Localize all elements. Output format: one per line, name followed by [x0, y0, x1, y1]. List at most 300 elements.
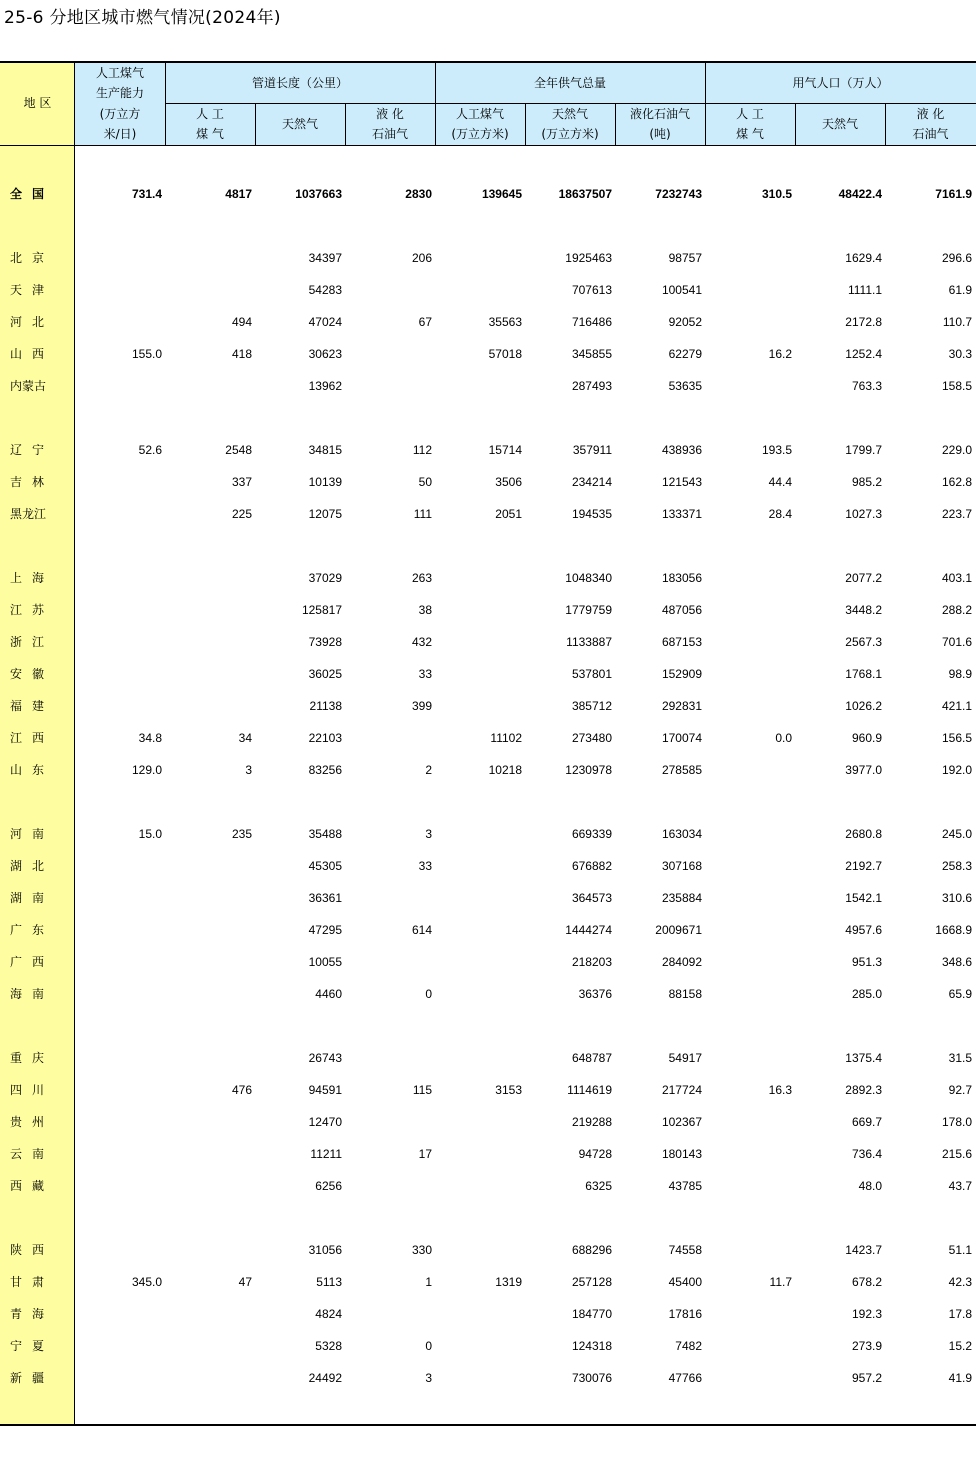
region-name: 吉林: [10, 475, 55, 489]
table-cell: 494: [231, 315, 252, 329]
table-cell: 41.9: [948, 1371, 972, 1385]
table-cell: 192.0: [941, 763, 972, 777]
table-cell: 110.7: [942, 315, 972, 329]
table-cell: 3506: [495, 475, 522, 489]
table-cell: 12075: [308, 507, 342, 521]
table-cell: 16.3: [768, 1083, 792, 1097]
header-supply-natural-line1: 天然气: [551, 107, 588, 121]
table-cell: 13962: [308, 379, 342, 393]
table-row: [0, 439, 976, 461]
table-cell: 24492: [308, 1371, 342, 1385]
table-row: [0, 1143, 976, 1165]
table-cell: 98757: [668, 251, 702, 265]
table-row: [0, 919, 976, 941]
table-cell: 192.3: [851, 1307, 882, 1321]
header-supply-natural-line2: (万立方米): [541, 127, 599, 141]
table-cell: 163034: [661, 827, 702, 841]
table-cell: 217724: [661, 1083, 702, 1097]
table-cell: 42.3: [948, 1275, 972, 1289]
table-cell: 1027.3: [845, 507, 882, 521]
table-cell: 403.1: [941, 571, 972, 585]
table-cell: 11.7: [769, 1275, 792, 1289]
table-cell: 35563: [488, 315, 522, 329]
header-capacity-line3: (万立方: [99, 107, 141, 121]
table-cell: 3153: [495, 1083, 522, 1097]
header-pipe-lpg-line2: 石油气: [371, 127, 408, 141]
table-cell: 4957.6: [845, 923, 882, 937]
page-title: 25-6 分地区城市燃气情况(2024年): [4, 8, 281, 28]
region-name: 安徽: [10, 667, 55, 681]
table-row: [0, 1079, 976, 1101]
table-cell: 1925463: [565, 251, 612, 265]
table-cell: 17: [418, 1147, 432, 1161]
table-cell: 0.0: [775, 731, 792, 745]
table-cell: 7232743: [655, 187, 702, 201]
table-cell: 1423.7: [845, 1243, 882, 1257]
region-name: 西藏: [10, 1179, 55, 1193]
table-cell: 112: [412, 443, 432, 457]
table-cell: 194535: [571, 507, 612, 521]
table-row: [0, 951, 976, 973]
header-pipe-lpg-line1: 液 化: [376, 107, 404, 121]
region-name: 内蒙古: [10, 379, 47, 393]
table-row: [0, 247, 976, 269]
header-users-manmade-line1: 人 工: [736, 107, 764, 121]
region-name: 天津: [10, 283, 55, 297]
table-cell: 11102: [490, 731, 522, 745]
table-cell: 33: [418, 859, 432, 873]
table-cell: 53635: [668, 379, 702, 393]
table-cell: 215.6: [941, 1147, 972, 1161]
table-cell: 537801: [571, 667, 612, 681]
table-row: [0, 279, 976, 301]
table-cell: 418: [231, 347, 252, 361]
table-cell: 193.5: [761, 443, 792, 457]
table-cell: 21138: [309, 699, 342, 713]
table-cell: 218203: [571, 955, 612, 969]
table-cell: 100541: [661, 283, 702, 297]
table-cell: 44.4: [768, 475, 792, 489]
table-cell: 10218: [488, 763, 522, 777]
table-cell: 730076: [571, 1371, 612, 1385]
table-cell: 2009671: [655, 923, 702, 937]
table-cell: 4817: [225, 187, 252, 201]
table-cell: 5113: [316, 1275, 342, 1289]
table-cell: 1114619: [567, 1083, 612, 1097]
table-cell: 17816: [668, 1307, 702, 1321]
table-cell: 223.7: [941, 507, 972, 521]
header-pipe-natural: 天然气: [281, 117, 318, 131]
table-cell: 34397: [308, 251, 342, 265]
table-cell: 48422.4: [838, 187, 882, 201]
table-row: [0, 311, 976, 333]
table-cell: 48.0: [858, 1179, 882, 1193]
table-cell: 6256: [315, 1179, 342, 1193]
table-cell: 61.9: [948, 283, 972, 297]
table-cell: 94591: [308, 1083, 342, 1097]
table-cell: 124318: [571, 1339, 612, 1353]
table-row: [0, 567, 976, 589]
table-cell: 273480: [571, 731, 612, 745]
header-gas-users: 用气人口（万人）: [792, 76, 889, 90]
table-cell: 235: [231, 827, 252, 841]
region-name: 四川: [10, 1083, 55, 1097]
table-cell: 2077.2: [845, 571, 882, 585]
table-cell: 1037663: [295, 187, 342, 201]
table-cell: 15.0: [138, 827, 162, 841]
table-cell: 2172.8: [845, 315, 882, 329]
table-cell: 716486: [571, 315, 612, 329]
table-cell: 125817: [301, 603, 342, 617]
table-row: [0, 1175, 976, 1197]
table-cell: 2548: [225, 443, 252, 457]
table-cell: 476: [231, 1083, 252, 1097]
table-cell: 763.3: [851, 379, 882, 393]
table-cell: 2051: [495, 507, 522, 521]
table-cell: 57018: [488, 347, 522, 361]
table-cell: 31056: [308, 1243, 342, 1257]
table-cell: 287493: [571, 379, 612, 393]
region-name: 广东: [10, 923, 55, 937]
region-name: 山东: [10, 763, 55, 777]
region-name: 云南: [10, 1147, 55, 1161]
table-cell: 0: [425, 987, 432, 1001]
table-cell: 701.6: [941, 635, 972, 649]
table-cell: 4824: [315, 1307, 342, 1321]
table-cell: 34: [238, 731, 252, 745]
table-cell: 1375.4: [845, 1051, 882, 1065]
table-cell: 54283: [308, 283, 342, 297]
table-row: [0, 343, 976, 365]
table-cell: 0: [425, 1339, 432, 1353]
region-name: 湖北: [10, 859, 55, 873]
table-cell: 229.0: [941, 443, 972, 457]
region-name: 广西: [10, 955, 55, 969]
region-name: 全国: [10, 187, 55, 201]
table-cell: 1542.1: [845, 891, 882, 905]
table-cell: 139645: [481, 187, 522, 201]
region-name: 山西: [10, 347, 55, 361]
table-cell: 152909: [661, 667, 702, 681]
table-cell: 52.6: [138, 443, 162, 457]
table-cell: 37029: [308, 571, 342, 585]
table-cell: 47024: [308, 315, 342, 329]
region-name: 河北: [10, 315, 55, 329]
region-name: 贵州: [10, 1115, 55, 1129]
table-cell: 225: [231, 507, 252, 521]
table-cell: 432: [411, 635, 432, 649]
table-row: [0, 663, 976, 685]
table-cell: 357911: [572, 443, 612, 457]
table-row: [0, 759, 976, 781]
header-users-lpg-line2: 石油气: [912, 127, 949, 141]
header-users-manmade-line2: 煤 气: [736, 127, 764, 141]
table-cell: 43.7: [948, 1179, 972, 1193]
table-cell: 1230978: [565, 763, 612, 777]
table-cell: 92052: [668, 315, 702, 329]
table-cell: 1048340: [565, 571, 612, 585]
table-row: [0, 1047, 976, 1069]
header-pipe-length: 管道长度（公里）: [251, 76, 348, 90]
table-cell: 310.6: [941, 891, 972, 905]
region-name: 上海: [10, 571, 55, 585]
table-cell: 1768.1: [845, 667, 882, 681]
header-supply-lpg-line2: (吨): [649, 127, 671, 141]
header-supply-manmade-line2: (万立方米): [451, 127, 509, 141]
region-name: 宁夏: [10, 1339, 55, 1353]
table-cell: 678.2: [851, 1275, 882, 1289]
table-cell: 385712: [571, 699, 612, 713]
header-supply-manmade-line1: 人工煤气: [455, 107, 504, 121]
region-name: 重庆: [10, 1051, 55, 1065]
table-cell: 162.8: [941, 475, 972, 489]
table-cell: 36361: [308, 891, 342, 905]
table-cell: 736.4: [851, 1147, 882, 1161]
table-cell: 98.9: [948, 667, 972, 681]
table-cell: 4460: [315, 987, 342, 1001]
region-name: 浙江: [10, 635, 55, 649]
region-name: 辽宁: [10, 443, 55, 457]
table-row: [0, 375, 976, 397]
table-cell: 18637507: [558, 187, 612, 201]
header-bottom-rule: [0, 145, 976, 146]
region-name: 黑龙江: [10, 507, 47, 521]
table-cell: 1668.9: [935, 923, 972, 937]
table-cell: 111: [413, 507, 432, 521]
table-row: [0, 503, 976, 525]
table-row: [0, 599, 976, 621]
table-cell: 22103: [308, 731, 342, 745]
table-cell: 158.5: [941, 379, 972, 393]
gas-statistics-table: [0, 61, 976, 1427]
table-cell: 129.0: [131, 763, 162, 777]
table-cell: 155.0: [131, 347, 162, 361]
table-cell: 1: [425, 1275, 432, 1289]
region-name: 甘肃: [10, 1275, 55, 1289]
table-cell: 5328: [315, 1339, 342, 1353]
table-cell: 180143: [661, 1147, 702, 1161]
region-name: 青海: [10, 1307, 55, 1321]
table-row: [0, 1335, 976, 1357]
table-cell: 11211: [310, 1147, 342, 1161]
header-capacity-line4: 米/日): [103, 127, 137, 141]
table-cell: 292831: [661, 699, 702, 713]
table-row: [0, 1367, 976, 1389]
region-name: 湖南: [10, 891, 55, 905]
table-cell: 3448.2: [845, 603, 882, 617]
table-cell: 121543: [661, 475, 702, 489]
table-cell: 1779759: [565, 603, 612, 617]
table-cell: 184770: [571, 1307, 612, 1321]
table-cell: 36025: [308, 667, 342, 681]
table-cell: 3: [425, 827, 432, 841]
region-name: 福建: [10, 699, 55, 713]
table-cell: 3977.0: [845, 763, 882, 777]
table-cell: 296.6: [941, 251, 972, 265]
table-cell: 1319: [495, 1275, 522, 1289]
table-cell: 6325: [585, 1179, 612, 1193]
table-cell: 47295: [308, 923, 342, 937]
table-cell: 26743: [308, 1051, 342, 1065]
table-cell: 707613: [571, 283, 612, 297]
table-cell: 2192.7: [845, 859, 882, 873]
table-cell: 31.5: [948, 1051, 972, 1065]
table-cell: 288.2: [941, 603, 972, 617]
table-cell: 54917: [668, 1051, 702, 1065]
table-cell: 985.2: [851, 475, 882, 489]
table-row: [0, 1239, 976, 1261]
table-row: [0, 1271, 976, 1293]
table-cell: 2567.3: [845, 635, 882, 649]
region-name: 新疆: [10, 1371, 55, 1385]
region-name: 北京: [10, 251, 55, 265]
table-cell: 487056: [661, 603, 702, 617]
table-cell: 30623: [308, 347, 342, 361]
table-cell: 257128: [571, 1275, 612, 1289]
region-name: 河南: [10, 827, 55, 841]
header-pipe-manmade-line1: 人 工: [196, 107, 224, 121]
header-users-lpg-line1: 液 化: [916, 107, 945, 121]
table-cell: 2: [425, 763, 432, 777]
table-cell: 28.4: [768, 507, 792, 521]
table-cell: 16.2: [768, 347, 792, 361]
table-cell: 7482: [675, 1339, 702, 1353]
table-cell: 3: [425, 1371, 432, 1385]
table-row: [0, 983, 976, 1005]
table-cell: 133371: [661, 507, 702, 521]
table-cell: 67: [418, 315, 432, 329]
header-capacity-line2: 生产能力: [95, 86, 144, 100]
table-cell: 170074: [661, 731, 702, 745]
table-cell: 348.6: [941, 955, 972, 969]
table-cell: 421.1: [941, 699, 972, 713]
table-row: [0, 1111, 976, 1133]
table-row: [0, 695, 976, 717]
table-cell: 2680.8: [845, 827, 882, 841]
table-cell: 614: [411, 923, 432, 937]
region-name: 陕西: [10, 1243, 55, 1257]
table-cell: 206: [411, 251, 432, 265]
table-cell: 245.0: [941, 827, 972, 841]
table-cell: 35488: [308, 827, 342, 841]
header-annual-supply: 全年供气总量: [533, 76, 606, 90]
table-cell: 1799.7: [845, 443, 882, 457]
table-cell: 88158: [668, 987, 702, 1001]
table-row: [0, 855, 976, 877]
table-cell: 273.9: [851, 1339, 882, 1353]
table-cell: 62279: [668, 347, 702, 361]
table-cell: 345855: [571, 347, 612, 361]
table-cell: 15714: [488, 443, 522, 457]
table-cell: 34.8: [138, 731, 162, 745]
table-cell: 438936: [661, 443, 702, 457]
table-cell: 307168: [661, 859, 702, 873]
table-row: [0, 823, 976, 845]
table-cell: 12470: [308, 1115, 342, 1129]
table-cell: 263: [411, 571, 432, 585]
table-cell: 285.0: [851, 987, 882, 1001]
table-cell: 156.5: [941, 731, 972, 745]
table-cell: 43785: [668, 1179, 702, 1193]
table-cell: 1629.4: [845, 251, 882, 265]
table-cell: 36376: [578, 987, 612, 1001]
table-cell: 10055: [308, 955, 342, 969]
table-row: [0, 727, 976, 749]
header-users-natural: 天然气: [821, 117, 858, 131]
table-cell: 345.0: [131, 1275, 162, 1289]
header-region: 地 区: [23, 96, 52, 110]
table-row-national-total: [0, 183, 976, 205]
table-cell: 234214: [571, 475, 612, 489]
table-cell: 2830: [405, 187, 432, 201]
table-cell: 669.7: [851, 1115, 882, 1129]
table-cell: 284092: [661, 955, 702, 969]
table-cell: 34815: [308, 443, 342, 457]
header-capacity-line1: 人工煤气: [95, 66, 144, 80]
table-cell: 74558: [668, 1243, 702, 1257]
table-cell: 10139: [308, 475, 342, 489]
table-cell: 951.3: [851, 955, 882, 969]
table-cell: 45400: [668, 1275, 702, 1289]
table-cell: 47766: [668, 1371, 702, 1385]
table-cell: 92.7: [948, 1083, 972, 1097]
table-cell: 1444274: [565, 923, 612, 937]
table-cell: 960.9: [851, 731, 882, 745]
table-row: [0, 631, 976, 653]
table-cell: 33: [418, 667, 432, 681]
region-name: 海南: [10, 987, 55, 1001]
table-cell: 957.2: [851, 1371, 882, 1385]
table-cell: 50: [418, 475, 432, 489]
table-cell: 102367: [661, 1115, 702, 1129]
table-cell: 1252.4: [845, 347, 882, 361]
table-cell: 15.2: [948, 1339, 972, 1353]
table-cell: 65.9: [948, 987, 972, 1001]
table-cell: 330: [411, 1243, 432, 1257]
table-cell: 676882: [571, 859, 612, 873]
table-cell: 183056: [661, 571, 702, 585]
table-cell: 1111.1: [847, 283, 882, 297]
table-cell: 38: [418, 603, 432, 617]
region-name: 江西: [10, 731, 55, 745]
table-cell: 51.1: [948, 1243, 972, 1257]
table-cell: 3: [245, 763, 252, 777]
table-cell: 399: [411, 699, 432, 713]
table-cell: 7161.9: [935, 187, 972, 201]
table-cell: 2892.3: [845, 1083, 882, 1097]
header-supply-lpg-line1: 液化石油气: [629, 107, 690, 121]
table-cell: 30.3: [948, 347, 972, 361]
table-cell: 364573: [571, 891, 612, 905]
table-cell: 1026.2: [845, 699, 882, 713]
table-cell: 47: [238, 1275, 252, 1289]
table-cell: 1133887: [566, 635, 612, 649]
table-row: [0, 887, 976, 909]
table-cell: 337: [231, 475, 252, 489]
table-cell: 310.5: [761, 187, 792, 201]
region-name: 江苏: [10, 603, 55, 617]
table-cell: 178.0: [941, 1115, 972, 1129]
table-cell: 73928: [308, 635, 342, 649]
table-cell: 115: [412, 1083, 432, 1097]
table-cell: 648787: [571, 1051, 612, 1065]
table-cell: 235884: [661, 891, 702, 905]
table-cell: 45305: [308, 859, 342, 873]
table-bottom-rule: [0, 1424, 976, 1426]
table-cell: 219288: [571, 1115, 612, 1129]
table-cell: 687153: [661, 635, 702, 649]
header-pipe-manmade-line2: 煤 气: [196, 127, 224, 141]
